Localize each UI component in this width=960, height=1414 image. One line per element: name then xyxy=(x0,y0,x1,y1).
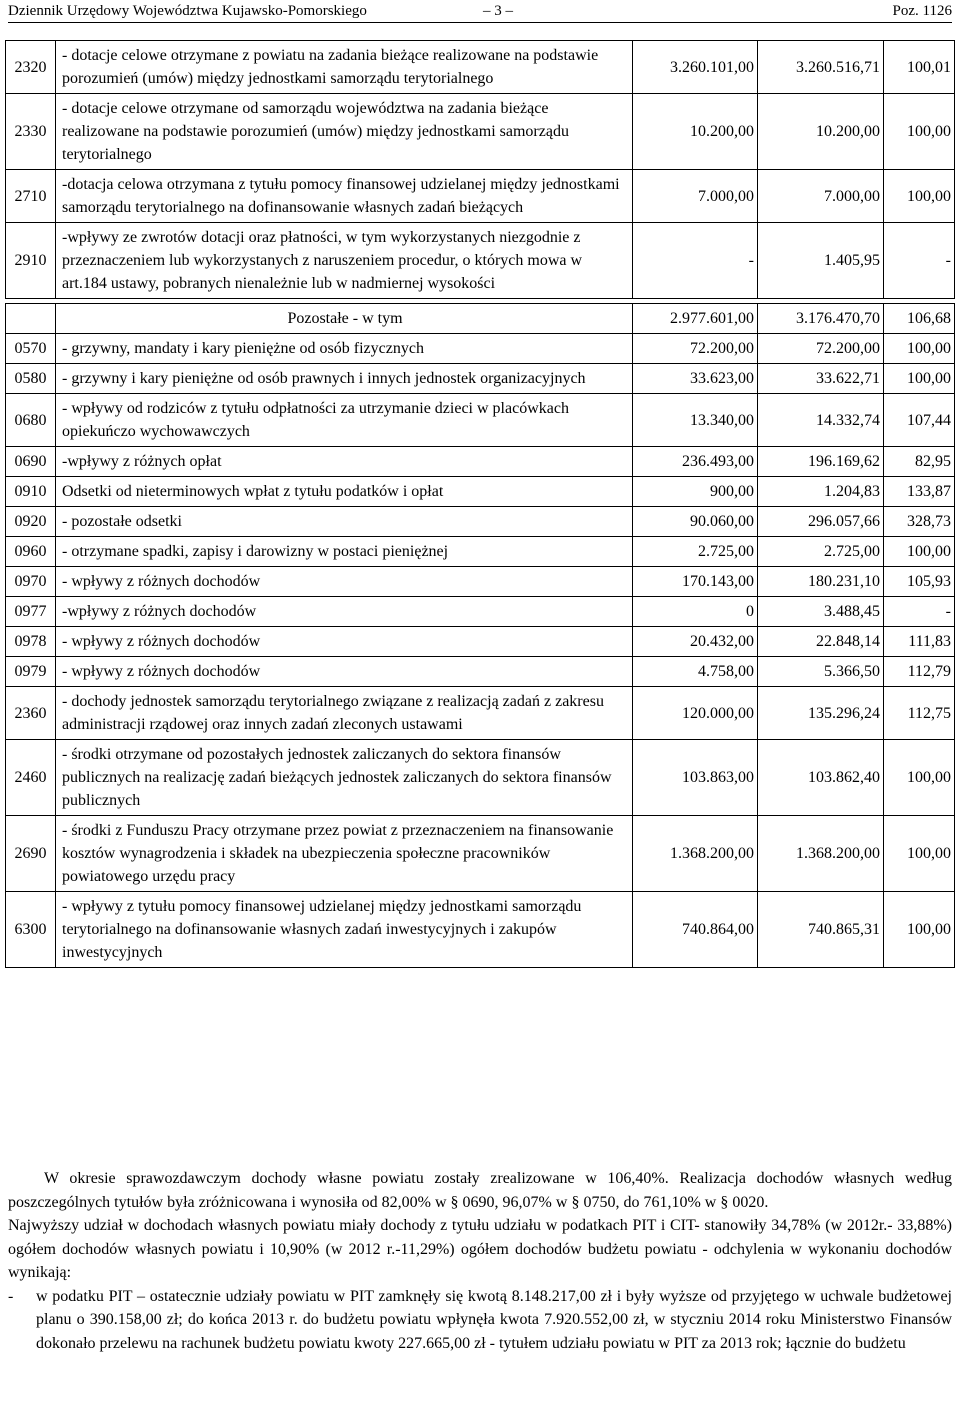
table-row xyxy=(6,892,955,968)
row-description: - dochody jednostek samorządu terytorialnego związane z realizacją zadań z zakresu administracji rządowej oraz innych zadań zleconych ustawami xyxy=(56,687,633,740)
row-execution: 3.488,45 xyxy=(758,597,884,627)
row-execution: 740.865,31 xyxy=(758,892,884,968)
row-execution: 10.200,00 xyxy=(758,94,884,170)
row-code: 0570 xyxy=(6,334,56,364)
table-row xyxy=(6,41,955,94)
row-plan: 2.725,00 xyxy=(633,537,758,567)
row-plan: 10.200,00 xyxy=(633,94,758,170)
row-description: - dotacje celowe otrzymane od samorządu województwa na zadania bieżące realizowane na podstawie porozumień (umów) między jednostkami samorządu terytorialnego xyxy=(56,94,633,170)
row-description: - dotacje celowe otrzymane z powiatu na zadania bieżące realizowane na podstawie porozumień (umów) między jednostkami samorządu terytorialnego xyxy=(56,41,633,94)
table-row xyxy=(6,223,955,299)
table-row xyxy=(6,364,955,394)
row-code: 6300 xyxy=(6,892,56,968)
row-execution: 196.169,62 xyxy=(758,447,884,477)
row-percent: 100,00 xyxy=(884,170,955,223)
row-code: 2460 xyxy=(6,740,56,816)
subtotal-pct: 106,68 xyxy=(884,304,955,334)
row-execution: 2.725,00 xyxy=(758,537,884,567)
row-execution: 103.862,40 xyxy=(758,740,884,816)
row-execution: 7.000,00 xyxy=(758,170,884,223)
row-plan: 33.623,00 xyxy=(633,364,758,394)
table-row xyxy=(6,507,955,537)
row-percent: 100,00 xyxy=(884,892,955,968)
row-execution: 3.260.516,71 xyxy=(758,41,884,94)
row-code: 2320 xyxy=(6,41,56,94)
row-code: 0978 xyxy=(6,627,56,657)
row-percent: 328,73 xyxy=(884,507,955,537)
paragraph-udzial: Najwyższy udział w dochodach własnych powiatu miały dochody z tytułu udziału w podatkach PIT i CIT- stanowiły 34,78% (w 2012r.- 33,88%) ogółem dochodów własnych powiatu i 10,90% (w 2012 r.-11,29%) ogółem dochodów budżetu powiatu - odchylenia w wykonaniu dochodów wynikają: xyxy=(8,1217,952,1281)
row-execution: 5.366,50 xyxy=(758,657,884,687)
table-row xyxy=(6,657,955,687)
row-description: - grzywny i kary pieniężne od osób prawnych i innych jednostek organizacyjnych xyxy=(56,364,633,394)
subtotal-exec: 3.176.470,70 xyxy=(758,304,884,334)
row-code: 2360 xyxy=(6,687,56,740)
row-description: -wpływy z różnych opłat xyxy=(56,447,633,477)
table-row xyxy=(6,170,955,223)
paragraph-realizacja: W okresie sprawozdawczym dochody własne powiatu zostały zrealizowane w 106,40%. Realizacja dochodów własnych według poszczególnych tytułów była zróżnicowana i wynosiła od 82,00% w § 0690, 96,07% w § 0750, do 761,10% w § 0020. xyxy=(8,1170,952,1211)
row-code: 0910 xyxy=(6,477,56,507)
row-code: 0979 xyxy=(6,657,56,687)
row-description: - środki otrzymane od pozostałych jednostek zaliczanych do sektora finansów publicznych na realizację zadań bieżących jednostek zaliczanych do sektora finansów publicznych xyxy=(56,740,633,816)
bullet-dash: - xyxy=(8,1287,14,1305)
row-percent: 100,00 xyxy=(884,334,955,364)
row-code: 2910 xyxy=(6,223,56,299)
table-row xyxy=(6,740,955,816)
row-plan: - xyxy=(633,223,758,299)
row-plan: 72.200,00 xyxy=(633,334,758,364)
row-code: 0960 xyxy=(6,537,56,567)
row-description: Odsetki od nieterminowych wpłat z tytułu podatków i opłat xyxy=(56,477,633,507)
row-percent: 100,00 xyxy=(884,740,955,816)
row-percent: 133,87 xyxy=(884,477,955,507)
row-plan: 7.000,00 xyxy=(633,170,758,223)
row-execution: 296.057,66 xyxy=(758,507,884,537)
income-table xyxy=(5,40,955,968)
row-description: - wpływy z różnych dochodów xyxy=(56,627,633,657)
row-plan: 1.368.200,00 xyxy=(633,816,758,892)
table-row xyxy=(6,627,955,657)
row-plan: 120.000,00 xyxy=(633,687,758,740)
publication-title: Dziennik Urzędowy Województwa Kujawsko-Pomorskiego xyxy=(8,3,367,19)
row-code: 0920 xyxy=(6,507,56,537)
row-percent: 82,95 xyxy=(884,447,955,477)
row-description: -dotacja celowa otrzymana z tytułu pomocy finansowej udzielanej między jednostkami samorządu terytorialnego na dofinansowanie własnych zadań bieżących xyxy=(56,170,633,223)
row-execution: 14.332,74 xyxy=(758,394,884,447)
row-execution: 33.622,71 xyxy=(758,364,884,394)
table-row xyxy=(6,687,955,740)
page-header xyxy=(8,0,952,23)
row-description: - środki z Funduszu Pracy otrzymane przez powiat z przeznaczeniem na finansowanie kosztów wynagrodzenia i składek na ubezpieczenia społeczne pracowników powiatowego urzędu pracy xyxy=(56,816,633,892)
row-plan: 170.143,00 xyxy=(633,567,758,597)
row-execution: 22.848,14 xyxy=(758,627,884,657)
row-percent: 111,83 xyxy=(884,627,955,657)
table-row xyxy=(6,597,955,627)
position-number: Poz. 1126 xyxy=(892,3,952,19)
table-row xyxy=(6,334,955,364)
row-plan: 236.493,00 xyxy=(633,447,758,477)
bullet-pit xyxy=(8,1285,952,1356)
row-execution: 72.200,00 xyxy=(758,334,884,364)
row-plan: 740.864,00 xyxy=(633,892,758,968)
bullet-pit-text: w podatku PIT – ostatecznie udziały powiatu w PIT zamknęły się kwotą 8.148.217,00 zł i były wyższe od przyjętego w uchwale budżetowej planu o 390.158,00 zł; do końca 2013 r. do budżetu powiatu wpłynęła kwota 7.920.552,00 zł, w styczniu 2014 roku Ministerstwo Finansów dokonało przelewu na rachunek budżetu powiatu kwoty 227.665,00 zł - tytułem udziału powiatu w PIT za 2013 rok; łącznie do budżetu xyxy=(36,1287,952,1352)
row-code: 2330 xyxy=(6,94,56,170)
row-plan: 103.863,00 xyxy=(633,740,758,816)
row-percent: 112,79 xyxy=(884,657,955,687)
row-code: 0690 xyxy=(6,447,56,477)
row-code: 2690 xyxy=(6,816,56,892)
row-percent: 100,00 xyxy=(884,94,955,170)
row-description: - grzywny, mandaty i kary pieniężne od osób fizycznych xyxy=(56,334,633,364)
table-row xyxy=(6,394,955,447)
row-description: - otrzymane spadki, zapisy i darowizny w postaci pieniężnej xyxy=(56,537,633,567)
row-description: - wpływy z różnych dochodów xyxy=(56,567,633,597)
row-description: -wpływy ze zwrotów dotacji oraz płatności, w tym wykorzystanych niezgodnie z przeznaczeniem lub wykorzystanych z naruszeniem procedur, o których mowa w art.184 ustawy, pobranych nienależnie lub w nadmiernej wysokości xyxy=(56,223,633,299)
row-percent: 100,00 xyxy=(884,364,955,394)
row-execution: 180.231,10 xyxy=(758,567,884,597)
row-plan: 3.260.101,00 xyxy=(633,41,758,94)
row-plan: 0 xyxy=(633,597,758,627)
row-description: - pozostałe odsetki xyxy=(56,507,633,537)
row-description: - wpływy z różnych dochodów xyxy=(56,657,633,687)
row-percent: 100,01 xyxy=(884,41,955,94)
table-row xyxy=(6,477,955,507)
row-plan: 4.758,00 xyxy=(633,657,758,687)
row-plan: 900,00 xyxy=(633,477,758,507)
page-number: – 3 – xyxy=(483,3,513,19)
row-description: - wpływy od rodziców z tytułu odpłatności za utrzymanie dzieci w placówkach opiekuńczo wychowawczych xyxy=(56,394,633,447)
row-code: 0680 xyxy=(6,394,56,447)
subtotal-plan: 2.977.601,00 xyxy=(633,304,758,334)
report-text xyxy=(8,1167,952,1355)
row-plan: 90.060,00 xyxy=(633,507,758,537)
table-row xyxy=(6,447,955,477)
row-code: 0580 xyxy=(6,364,56,394)
subtotal-row xyxy=(6,304,955,334)
row-percent: - xyxy=(884,223,955,299)
row-execution: 135.296,24 xyxy=(758,687,884,740)
row-percent: 105,93 xyxy=(884,567,955,597)
row-execution: 1.368.200,00 xyxy=(758,816,884,892)
row-execution: 1.405,95 xyxy=(758,223,884,299)
table-row xyxy=(6,816,955,892)
table-row xyxy=(6,94,955,170)
row-percent: 100,00 xyxy=(884,816,955,892)
row-code: 0970 xyxy=(6,567,56,597)
row-description: -wpływy z różnych dochodów xyxy=(56,597,633,627)
row-percent: 112,75 xyxy=(884,687,955,740)
table-row xyxy=(6,537,955,567)
row-execution: 1.204,83 xyxy=(758,477,884,507)
row-plan: 20.432,00 xyxy=(633,627,758,657)
row-percent: 107,44 xyxy=(884,394,955,447)
row-description: - wpływy z tytułu pomocy finansowej udzielanej między jednostkami samorządu terytorialnego na dofinansowanie własnych zadań inwestycyjnych i zakupów inwestycyjnych xyxy=(56,892,633,968)
table-row xyxy=(6,567,955,597)
row-plan: 13.340,00 xyxy=(633,394,758,447)
subtotal-label: Pozostałe - w tym xyxy=(56,304,633,334)
row-code: 2710 xyxy=(6,170,56,223)
row-percent: - xyxy=(884,597,955,627)
row-percent: 100,00 xyxy=(884,537,955,567)
row-code: 0977 xyxy=(6,597,56,627)
